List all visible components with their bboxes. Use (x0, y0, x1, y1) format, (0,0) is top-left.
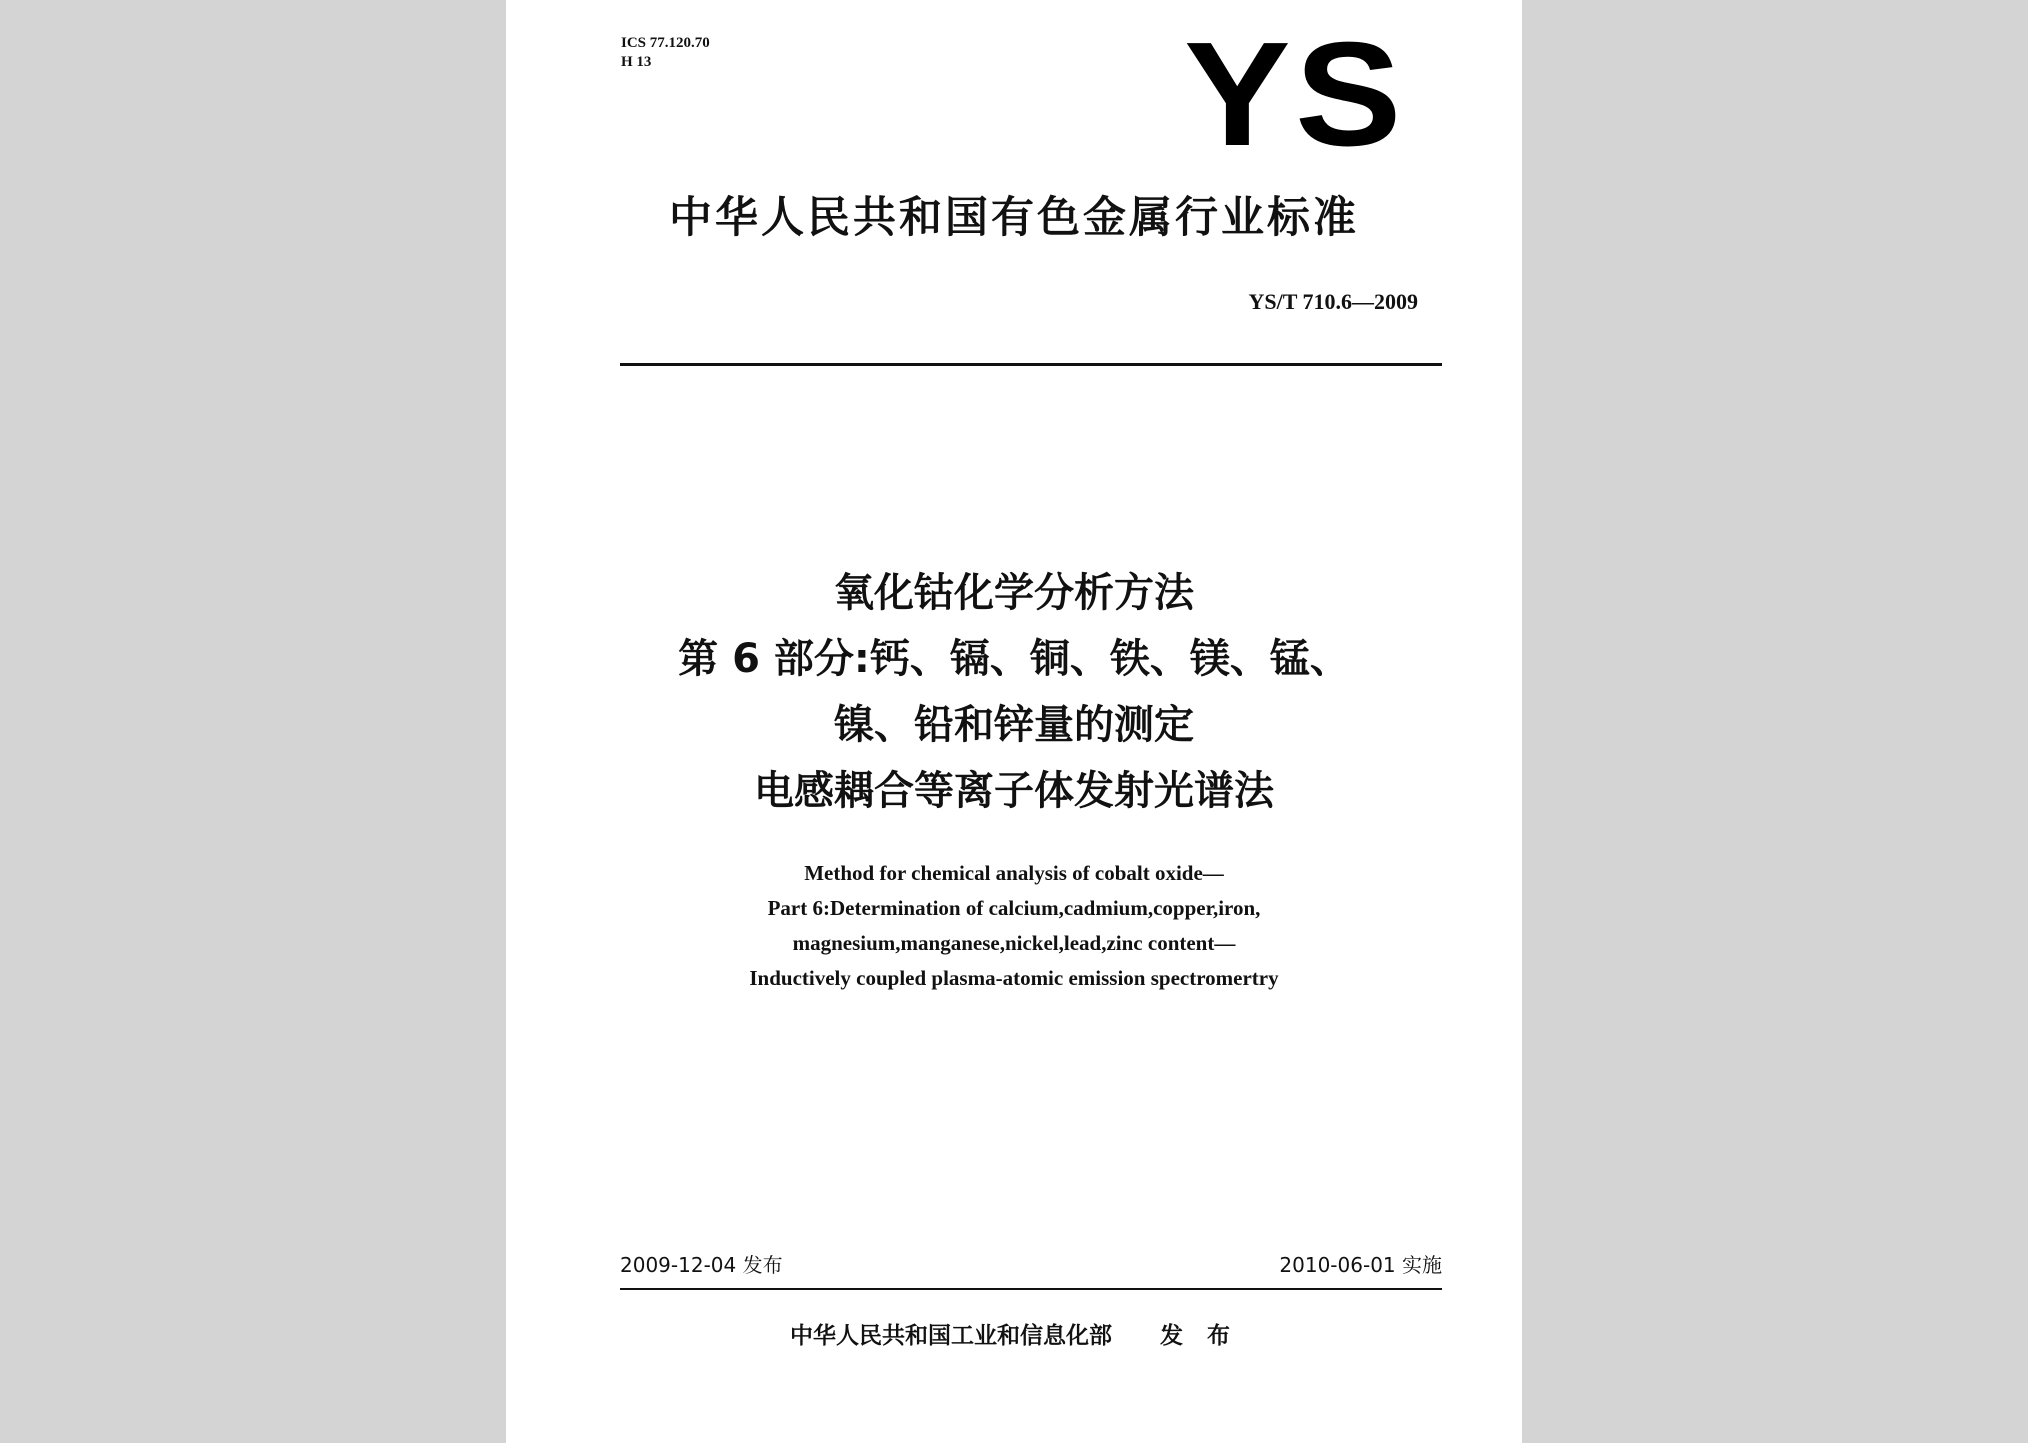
english-title-line: Method for chemical analysis of cobalt oxide— (804, 861, 1224, 885)
chinese-title-line: 氧化钴化学分析方法 (834, 570, 1194, 616)
document-page (506, 0, 1522, 1443)
top-divider (620, 363, 1442, 366)
english-title (506, 856, 1522, 996)
publisher-line (506, 1320, 1522, 1352)
chinese-title-line: 第 6 部分:钙、镉、铜、铁、镁、锰、 (678, 636, 1350, 682)
publisher-action: 发 布 (1159, 1323, 1238, 1349)
english-title-line: Inductively coupled plasma-atomic emission spectromertry (749, 966, 1279, 990)
org-title: 中华人民共和国有色金属行业标准 (669, 193, 1359, 243)
ics-code: ICS 77.120.70 (621, 35, 710, 51)
bottom-divider (620, 1288, 1442, 1290)
issue-date: 2009-12-04 发布 (620, 1253, 783, 1277)
classification-codes (621, 34, 710, 72)
chinese-title-line: 镍、铅和锌量的测定 (834, 702, 1194, 748)
ys-logo: YS (1184, 12, 1406, 177)
standard-number: YS/T 710.6—2009 (1248, 289, 1418, 314)
english-title-line: Part 6:Determination of calcium,cadmium,copper,iron, (767, 896, 1261, 920)
chinese-title (506, 560, 1522, 824)
chinese-title-line: 电感耦合等离子体发射光谱法 (754, 768, 1274, 814)
publisher-name: 中华人民共和国工业和信息化部 (789, 1323, 1112, 1349)
english-title-line: magnesium,manganese,nickel,lead,zinc content— (792, 931, 1236, 955)
implementation-date: 2010-06-01 实施 (1279, 1253, 1442, 1277)
ccs-code: H 13 (621, 54, 652, 70)
